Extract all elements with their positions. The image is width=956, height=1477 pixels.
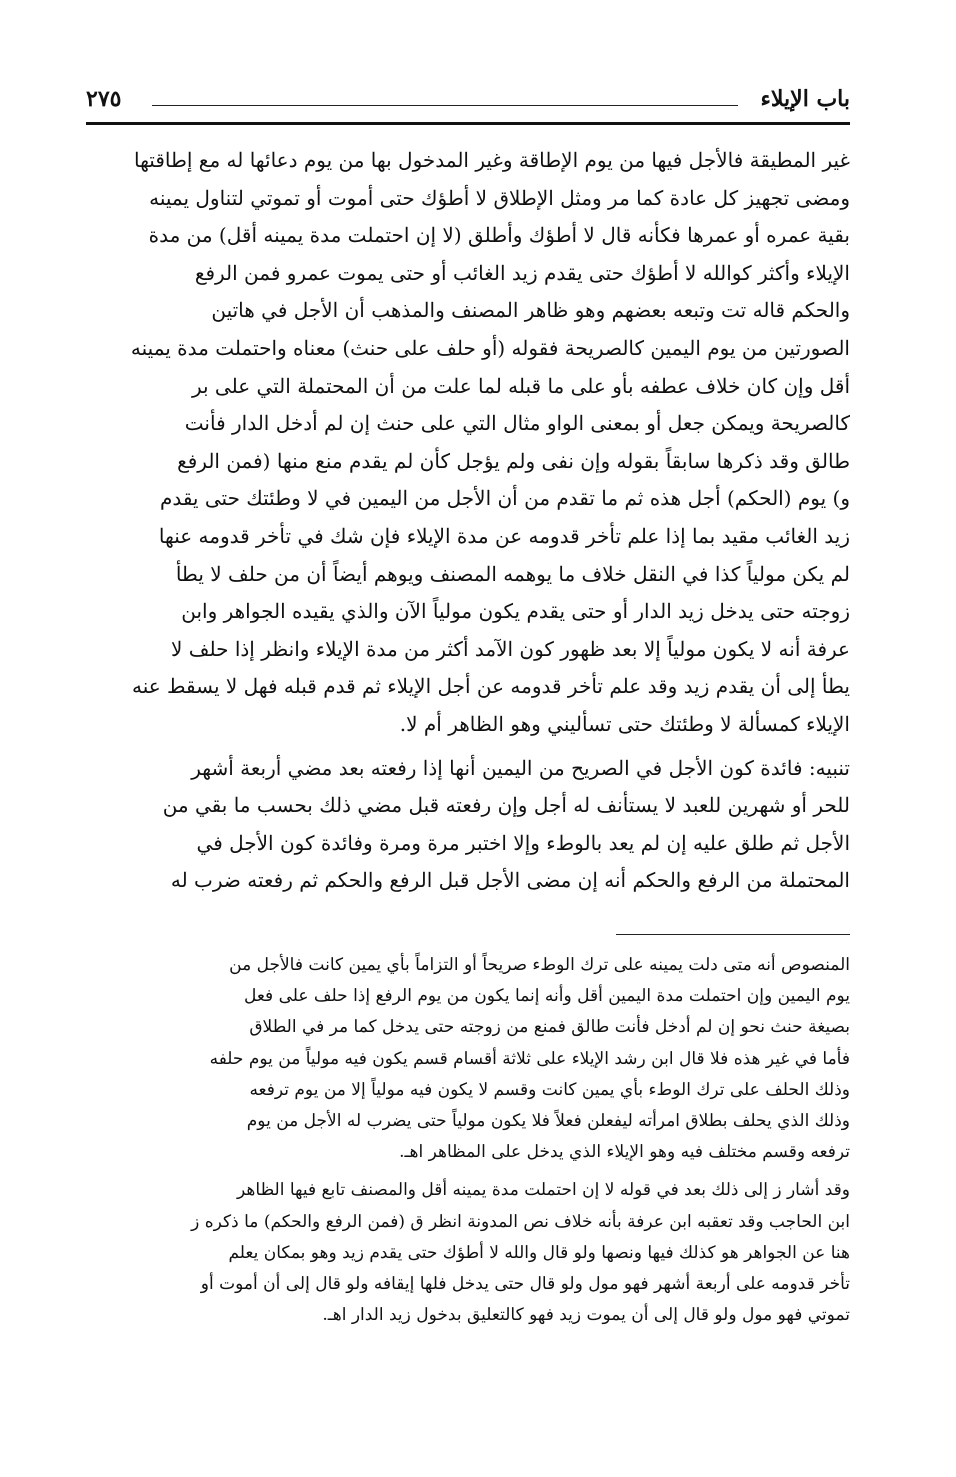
text-line: طالق وقد ذكرها سابقاً بقوله وإن نفى ولم يؤجل كأن لم يقدم منع منها (فمن الرفع	[177, 448, 850, 473]
note-line: تنبيه: فائدة كون الأجل في الصريح من اليمين أنها إذا رفعته بعد مضي أربعة أشهر	[191, 755, 850, 780]
text-line: كالصريحة ويمكن جعل أو بمعنى الواو مثال التي على حنث إن لم أدخل الدار فأنت	[184, 411, 850, 436]
note-line: للحر أو شهرين للعبد لا يستأنف له أجل وإن رفعته قبل مضي ذلك بحسب ما بقي من	[162, 793, 850, 818]
text-line: بقية عمره أو عمرها فكأنه قال لا أطؤك وأطلق (لا إن احتملت مدة يمينه أقل) من مدة	[148, 223, 850, 248]
text-line: زيد الغائب مقيد بما إذا علم تأخر قدومه عن مدة الإيلاء فإن شك في تأخر قدومه عنها	[158, 523, 850, 548]
text-line: غير المطيقة فالأجل فيها من يوم الإطاقة وغير المدخول بها من يوم دعائها له مع إطاقتها	[133, 148, 850, 172]
text-line: عرفة أنه لا يكون مولياً إلا بعد ظهور كون الآمد أكثر من مدة الإيلاء وانظر إذا حلف لا	[171, 636, 850, 661]
footnote-line: ابن الحاجب وقد تعقبه ابن عرفة بأنه خلاف نص المدونة انظر ق (فمن الرفع والحكم) ما ذكره ز	[191, 1211, 850, 1232]
note-line: المحتملة من الرفع والحكم أنه إن مضى الأجل قبل الرفع والحكم ثم رفعته ضرب له	[170, 868, 850, 893]
footnote-line: تأخر قدومه على أربعة أشهر فهو مول ولو قال حتى يدخل فلها إيقافه ولو قال إلى أن أموت أو	[200, 1273, 850, 1294]
text-line: زوجته حتى يدخل زيد الدار أو حتى يقدم يكون مولياً الآن والذي يقيده الجواهر وابن	[181, 599, 850, 624]
footnote-line: بصيغة حنث نحو إن لم أدخل فأنت طالق فمنع من زوجته حتى يدخل كما مر في الطلاق	[249, 1017, 850, 1038]
page-number: ٢٧٥	[86, 86, 122, 112]
text-line: الإيلاء كمسألة لا وطئتك حتى تسأليني وهو الظاهر أم لا.	[399, 711, 850, 736]
text-line: و) يوم (الحكم) أجل هذه ثم ما تقدم من أن الأجل من اليمين في لا وطئتك حتى يقدم	[159, 486, 850, 511]
footnote-line: ترفعه وقسم مختلف فيه وهو الإيلاء الذي يدخل على المظاهر اهـ.	[399, 1142, 850, 1163]
footnote-line: يوم اليمين وإن احتملت مدة اليمين أقل وأنه إنما يكون من يوم الرفع إذا حلف على فعل	[243, 986, 850, 1007]
footnote-line: وذلك الذي يحلف بطلاق امرأته ليفعلن فعلاً فلا يكون مولياً حتى يضرب له الأجل من يوم	[246, 1110, 850, 1131]
text-line: لم يكن مولياً كذا في النقل خلاف ما يوهمه المصنف ويوهم أيضاً أن من حلف لا يطأ	[175, 561, 850, 586]
footnote-line: المنصوص أنه متى دلت يمينه على ترك الوطء صريحاً أو التزاماً بأي يمين كانت فالأجل من	[229, 955, 850, 975]
text-line: يطأ إلى أن يقدم زيد وقد علم تأخر قدومه عن أجل الإيلاء ثم قدم قبله فهل لا يسقط عنه	[131, 674, 850, 699]
text-line: الصورتين من يوم اليمين كالصريحة فقوله (أو حلف على حنث) معناه واحتملت مدة يمينه	[130, 335, 850, 360]
text-line: أقل وإن كان خلاف عطفه بأو على ما قبله لما علت من أن المحتملة التي على بر	[191, 373, 850, 398]
footnote-line: وقد أشار ز إلى ذلك بعد في قوله لا إن احتملت مدة يمينه أقل والمصنف تابع فيها الظاهر	[237, 1180, 850, 1201]
footnote-separator	[616, 934, 850, 935]
footnote-line: هنا عن الجواهر هو كذلك فيها ونصها ولو قال والله لا أطؤك حتى يقدم زيد وهو بمكان يعلم	[228, 1242, 850, 1263]
main-text	[86, 142, 850, 900]
header-rule	[86, 122, 850, 125]
running-header	[86, 82, 850, 122]
footnotes	[86, 950, 850, 1331]
footnote-line: تموتي فهو مول ولو قال إلى أن يموت زيد فهو كالتعليق بدخول زيد الدار اهـ.	[322, 1305, 850, 1326]
text-line: ومضى تجهيز كل عادة كما مر ومثل الإطلاق لا أطؤك حتى أموت أو تموتي لتناول يمينه	[149, 185, 850, 210]
note-line: الأجل ثم طلق عليه إن لم يعد بالوطء وإلا اختبر مرة ومرة وفائدة كون الأجل في	[196, 830, 850, 855]
footnote-line: فأما في غير هذه فلا قال ابن رشد الإيلاء على ثلاثة أقسام قسم يكون فيه مولياً من يوم حلفه	[209, 1048, 850, 1069]
chapter-title: باب الإيلاء	[760, 86, 850, 112]
header-leader-line	[152, 105, 738, 106]
text-line: والحكم قاله تت وتبعه بعضهم وهو ظاهر المصنف والمذهب أن الأجل في هاتين	[211, 298, 850, 323]
text-line: الإيلاء وأكثر كوالله لا أطؤك حتى يقدم زيد الغائب أو حتى يموت عمرو فمن الرفع	[194, 260, 850, 285]
footnote-line: وذلك الحلف على ترك الوطء بأي يمين كانت وقسم لا يكون فيه مولياً إلا من يوم ترفعه	[249, 1079, 850, 1100]
